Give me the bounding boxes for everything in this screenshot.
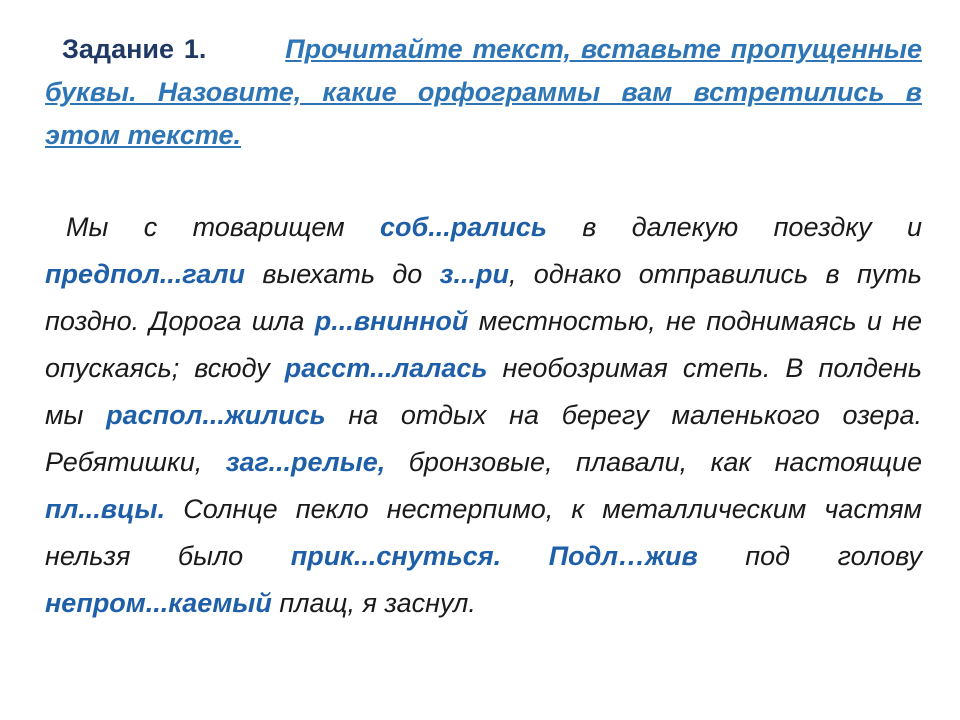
gap-word: з...ри [439, 259, 509, 289]
gap-word: прик...снуться. [290, 541, 502, 571]
gap-word: распол...жились [106, 400, 326, 430]
passage-text: местностью, не поднимаясь и не опускаясь; всюду [45, 306, 922, 383]
gap-word: соб...рались [379, 212, 547, 242]
gap-word: расст...лалась [284, 353, 488, 383]
passage-text: Солнце пекло нестерпимо, к металлическим частям нельзя было [45, 494, 922, 571]
passage-text: необозримая степь. В полдень мы [45, 353, 922, 430]
gap-word: непром...каемый [45, 588, 272, 618]
task-spacer [216, 34, 275, 64]
gap-word: Подл…жив [548, 541, 698, 571]
task-paragraph [45, 28, 922, 157]
passage-text [501, 541, 549, 571]
gap-word: заг...релые, [225, 447, 386, 477]
passage-text: , однако отправились в путь поздно. Дорога шла [45, 259, 922, 336]
task-label: Задание 1. [62, 34, 207, 64]
passage-text: плащ, я заснул. [271, 588, 476, 618]
gap-word: р...внинной [314, 306, 469, 336]
passage-text: под голову [697, 541, 922, 571]
task-instruction: Прочитайте текст, вставьте пропущенные буквы. Назовите, какие орфограммы вам встретились в этом тексте. [45, 34, 923, 150]
passage-text: Мы с товарищем [66, 212, 380, 242]
gap-word: пл...вцы. [45, 494, 166, 524]
gap-word: предпол...гали [45, 259, 245, 289]
passage-text: выехать до [245, 259, 440, 289]
passage-text: на отдых на берегу маленького озера. Ребятишки, [45, 400, 922, 477]
passage-text: в далекую поездку и [546, 212, 922, 242]
passage-text: бронзовые, плавали, как настоящие [385, 447, 922, 477]
exercise-passage [45, 204, 922, 627]
